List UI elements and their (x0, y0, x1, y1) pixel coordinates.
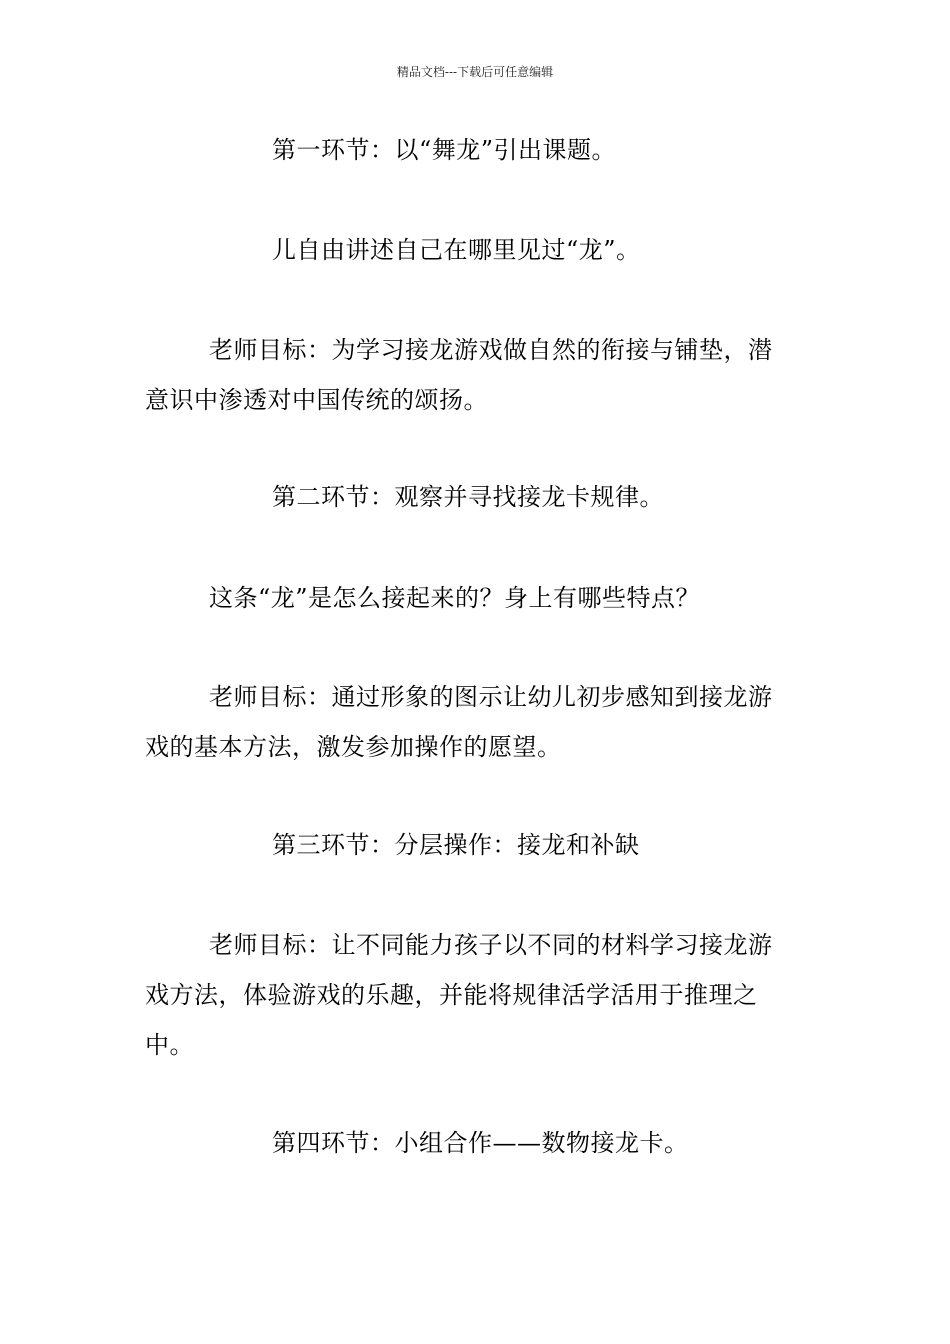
page-header: 精品文档---下载后可任意编辑 (396, 65, 554, 79)
section-3-goal-line-3: 中。 (145, 1031, 194, 1059)
section-1-activity: 儿自由讲述自己在哪里见过“龙”。 (272, 236, 641, 264)
section-3-heading: 第三环节：分层操作：接龙和补缺 (272, 831, 640, 859)
section-3-goal-line-2: 戏方法，体验游戏的乐趣，并能将规律活学活用于推理之 (145, 981, 758, 1009)
section-1-heading: 第一环节：以“舞龙”引出课题。 (272, 136, 617, 164)
section-2-heading: 第二环节：观察并寻找接龙卡规律。 (272, 483, 664, 511)
section-2-goal-line-2: 戏的基本方法，激发参加操作的愿望。 (145, 733, 562, 761)
section-1-goal-line-1: 老师目标：为学习接龙游戏做自然的衔接与铺垫，潜 (209, 336, 773, 364)
section-1-goal-line-2: 意识中渗透对中国传统的颂扬。 (145, 386, 488, 414)
section-3-goal-line-1: 老师目标：让不同能力孩子以不同的材料学习接龙游 (209, 931, 773, 959)
section-4-heading: 第四环节：小组合作——数物接龙卡。 (272, 1129, 689, 1157)
section-2-goal-line-1: 老师目标：通过形象的图示让幼儿初步感知到接龙游 (209, 683, 773, 711)
section-2-question: 这条“龙”是怎么接起来的？身上有哪些特点？ (209, 584, 701, 612)
